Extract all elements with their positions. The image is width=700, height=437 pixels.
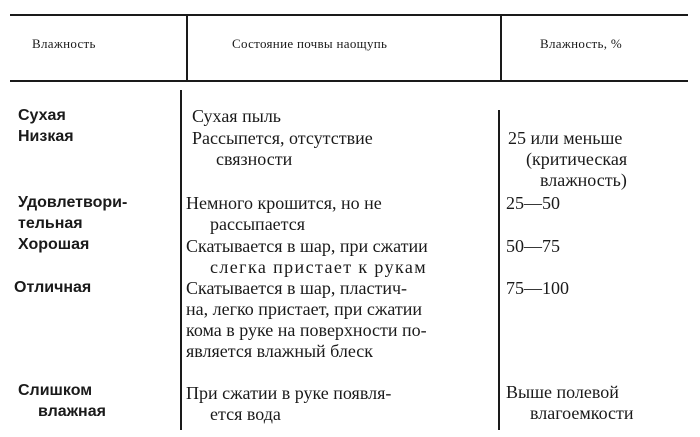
- cell-line: 75—100: [506, 278, 569, 298]
- cell-line: является влажный блеск: [186, 341, 374, 361]
- header-soil-state: Состояние почвы наощупь: [232, 36, 388, 51]
- cell-line: Немного крошится, но не: [186, 193, 382, 213]
- row-too-wet-moisture: [18, 380, 106, 422]
- row-low-percent: [508, 128, 627, 191]
- cell-line: кома в руке на поверхности по-: [186, 320, 427, 340]
- row-dry-moisture: [18, 105, 66, 126]
- cell-line: Выше полевой: [506, 382, 619, 402]
- row-low-moisture: [18, 126, 74, 147]
- row-satisfactory-moisture: [18, 192, 127, 234]
- header-divider-2: [500, 16, 502, 80]
- header-bottom-rule: [10, 80, 688, 82]
- row-excellent-state: [186, 278, 427, 362]
- row-good-percent: [506, 236, 560, 257]
- cell-line: 25—50: [506, 193, 560, 213]
- cell-line: Сухая: [18, 107, 66, 124]
- cell-line: При сжатии в руке появля-: [186, 383, 392, 403]
- row-dry-state: [192, 106, 281, 127]
- cell-line: (критическая: [526, 149, 628, 169]
- cell-line: Скатывается в шар, пластич-: [186, 278, 408, 298]
- cell-line: Слишком: [18, 382, 93, 399]
- cell-line: Удовлетвори-: [18, 194, 128, 211]
- cell-line: 25 или меньше: [508, 128, 623, 148]
- cell-line: Скатывается в шар, при сжатии: [186, 236, 428, 256]
- cell-line: связности: [216, 149, 293, 169]
- cell-line: 50—75: [506, 236, 560, 256]
- row-low-state: [192, 128, 373, 170]
- row-good-moisture: [18, 234, 89, 255]
- cell-line: Низкая: [18, 128, 74, 145]
- row-excellent-percent: [506, 278, 569, 299]
- cell-line: Сухая пыль: [192, 106, 282, 126]
- cell-line: Отличная: [14, 279, 92, 296]
- cell-line: тельная: [18, 215, 83, 232]
- cell-line: слегка пристает к рукам: [210, 257, 428, 277]
- cell-line: ется вода: [210, 404, 281, 424]
- cell-line: влагоемкости: [530, 403, 634, 423]
- row-excellent-moisture: [14, 277, 91, 298]
- cell-line: рассыпается: [210, 214, 306, 234]
- cell-line: Хорошая: [18, 236, 90, 253]
- row-too-wet-percent: [506, 382, 634, 424]
- header-moisture-percent: Влажность, %: [540, 36, 622, 51]
- row-good-state: [186, 236, 428, 278]
- body-divider-2: [498, 110, 500, 430]
- header-divider-1: [186, 16, 188, 80]
- header-moisture: Влажность: [32, 36, 96, 51]
- row-satisfactory-state: [186, 193, 382, 235]
- cell-line: влажная: [38, 403, 106, 420]
- cell-line: Рассыпется, отсутствие: [192, 128, 373, 148]
- body-divider-1: [180, 90, 182, 430]
- cell-line: на, легко пристает, при сжатии: [186, 299, 422, 319]
- table-top-rule: [10, 14, 688, 16]
- row-too-wet-state: [186, 383, 391, 425]
- cell-line: влажность): [540, 170, 627, 190]
- row-satisfactory-percent: [506, 193, 560, 214]
